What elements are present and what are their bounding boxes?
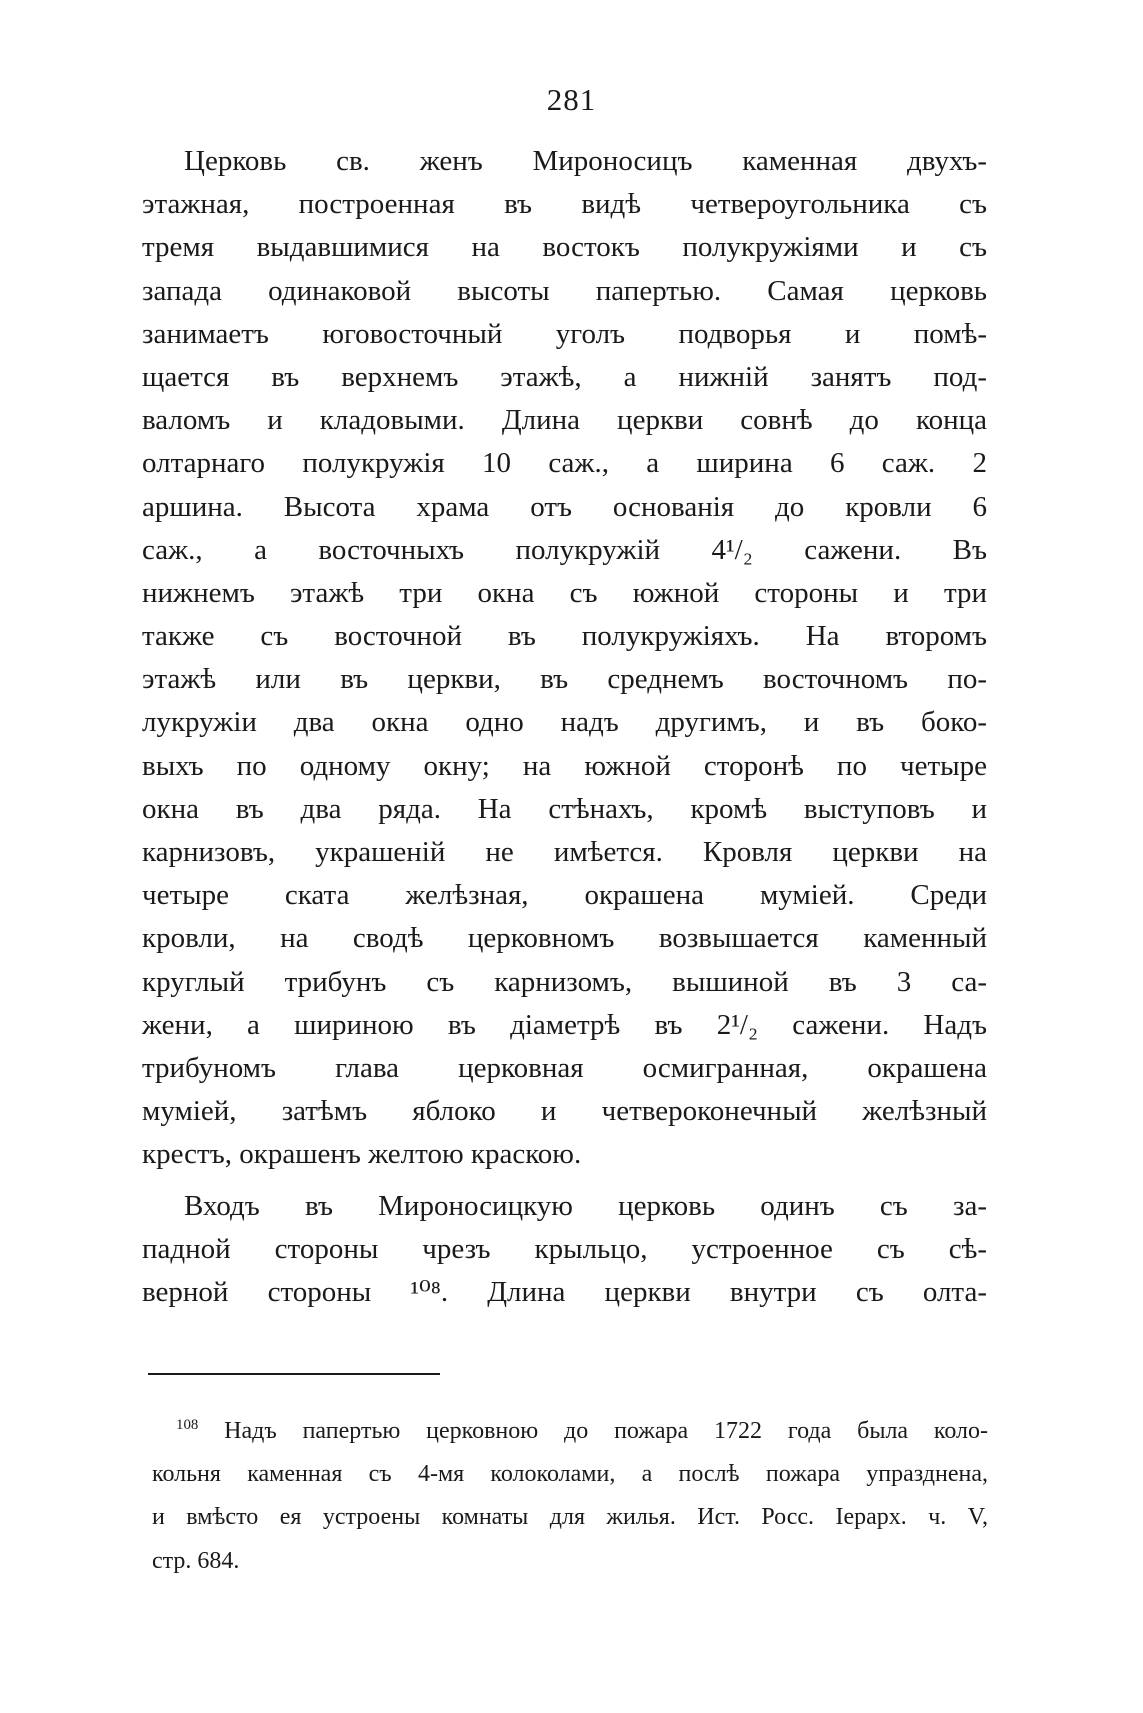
paragraph [142, 1185, 987, 1315]
text-line: кровли, на сводѣ церковномъ возвышается каменный [142, 922, 987, 955]
text-line: занимаетъ юговосточный уголъ подворья и помѣ- [142, 317, 987, 350]
text-line: аршина. Высота храма отъ основанія до кровли 6 [142, 490, 987, 523]
text-line: также съ восточной въ полукружіяхъ. На второмъ [142, 620, 987, 653]
footnote-line: стр. 684. [152, 1547, 240, 1574]
text-line: олтарнаго полукружія 10 саж., а ширина 6 саж. 2 [142, 447, 987, 480]
text-line: крестъ, окрашенъ желтою краскою. [142, 1138, 582, 1171]
body-text [142, 140, 987, 1314]
text-line: круглый трибунъ съ карнизомъ, вышиной въ 3 са- [142, 965, 987, 998]
text-line: запада одинаковой высоты папертью. Самая церковь [142, 274, 987, 307]
text-line: саж., а восточныхъ полукружій 4¹/₂ сажени. Въ [142, 533, 987, 566]
text-line: верной стороны ¹⁰⁸. Длина церкви внутри съ олта- [142, 1275, 987, 1308]
footnote [152, 1410, 989, 1583]
text-line: четыре ската желѣзная, окрашена муміей. Среди [142, 879, 987, 912]
text-line: падной стороны чрезъ крыльцо, устроенное съ сѣ- [142, 1232, 987, 1265]
footnotes [152, 1410, 989, 1583]
text-line: этажѣ или въ церкви, въ среднемъ восточномъ по- [142, 663, 987, 696]
footnote-text: Надъ папертью церковною до пожара 1722 года была коло- [224, 1418, 989, 1444]
text-line: валомъ и кладовыми. Длина церкви совнѣ до конца [142, 404, 987, 437]
footnote-line [176, 1410, 988, 1453]
footnote-line: и вмѣсто ея устроены комнаты для жилья. Ист. Росс. Іерарх. ч. V, [152, 1504, 988, 1531]
text-line: карнизовъ, украшеній не имѣется. Кровля церкви на [142, 836, 987, 868]
text-line: этажная, построенная въ видѣ четвероугольника съ [142, 188, 987, 221]
paragraph-gap [142, 1177, 987, 1185]
text-line: тремя выдавшимися на востокъ полукружіями и съ [142, 231, 987, 264]
text-line: выхъ по одному окну; на южной сторонѣ по четыре [142, 749, 987, 782]
text-line: жени, а шириною въ діаметрѣ въ 2¹/₂ сажени. Надъ [142, 1008, 987, 1041]
footnote-line: кольня каменная съ 4-мя колоколами, а послѣ пожара упразднена, [152, 1461, 988, 1488]
text-line: нижнемъ этажѣ три окна съ южной стороны и три [142, 576, 987, 609]
text-line: щается въ верхнемъ этажѣ, а нижній занятъ под- [142, 360, 987, 393]
text-line: окна въ два ряда. На стѣнахъ, кромѣ выступовъ и [142, 792, 987, 825]
footnote-divider [148, 1373, 440, 1375]
paragraph [142, 140, 987, 1177]
footnote-marker: 108 [176, 1417, 199, 1433]
text-line: Церковь св. женъ Мироносицъ каменная двухъ- [184, 145, 987, 177]
text-line: Входъ въ Мироносицкую церковь одинъ съ за- [184, 1189, 987, 1222]
text-line: муміей, затѣмъ яблоко и четвероконечный желѣзный [142, 1095, 987, 1128]
text-line: трибуномъ глава церковная осмигранная, окрашена [142, 1051, 987, 1084]
page-number: 281 [546, 82, 597, 117]
text-line: лукружіи два окна одно надъ другимъ, и въ боко- [142, 706, 987, 739]
